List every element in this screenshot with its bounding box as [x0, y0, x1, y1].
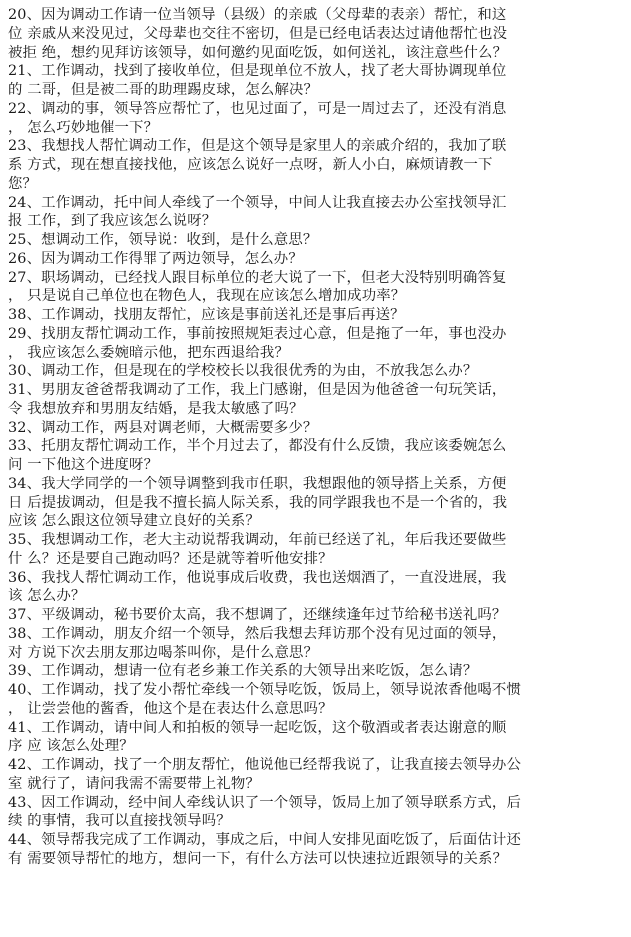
text-line: 应该 怎么跟这位领导建立良好的关系？	[8, 513, 260, 530]
text-line: 令 我想放弃和男朋友结婚，是我太敏感了吗？	[8, 400, 304, 417]
text-line: ， 只是说自己单位也在物色人，我现在应该怎么增加成功率？	[8, 288, 406, 305]
text-line: ， 我应该怎么委婉暗示他，把东西退给我？	[8, 344, 289, 361]
text-line: 33、托朋友帮忙调动工作，半个月过去了，都没有什么反馈，我应该委婉怎么	[8, 438, 507, 455]
text-line: 续 的事情，我可以直接找领导吗？	[8, 813, 231, 830]
text-line: 该 怎么办？	[8, 588, 86, 605]
text-line: 35、我想调动工作，老大主动说帮我调动，年前已经送了礼，年后我还要做些	[8, 532, 507, 548]
text-line: ， 怎么巧妙地催一下？	[8, 119, 159, 136]
text-line: 25、想调动工作，领导说：收到，是什么意思？	[8, 232, 318, 248]
text-line: 系 方式，现在想直接找他，应该怎么说好一点呀，新人小白，麻烦请教一下	[8, 157, 493, 173]
text-line: 位 亲戚从来没见过，父母辈也交往不密切，但是已经电话表达过请他帮忙也没	[8, 25, 508, 42]
text-line: 41、工作调动，请中间人和拍板的领导一起吃饭，这个敬酒或者表达谢意的顺	[8, 719, 507, 736]
text-line: 43、因工作调动，经中间人牵线认识了一个领导，饭局上加了领导联系方式，后	[8, 794, 521, 811]
text-line: 42、工作调动，找了一个朋友帮忙，他说他已经帮我说了，让我直接去领导办公	[8, 757, 521, 773]
text-line: 对 方说下次去朋友那边喝茶叫你，是什么意思？	[8, 644, 319, 661]
text-line: 有 需要领导帮忙的地方，想问一下，有什么方法可以快速拉近跟领导的关系？	[8, 850, 508, 867]
text-line: 39、工作调动，想请一位有老乡兼工作关系的大领导出来吃饭，怎么请？	[8, 663, 478, 680]
text-line: 问 一下他这个进度呀？	[8, 457, 159, 473]
text-line: 您？	[8, 175, 38, 192]
text-line: 38、工作调动，找朋友帮忙，应该是事前送礼还是事后再送？	[8, 307, 405, 323]
text-line: 序 应 该怎么处理？	[8, 738, 134, 755]
text-line: ， 让尝尝他的酱香，他这个是在表达什么意思吗？	[8, 700, 333, 717]
text-line: 44、领导帮我完成了工作调动，事成之后，中间人安排见面吃饭了，后面估计还	[8, 832, 521, 848]
text-line: 报 工作，到了我应该怎么说呀？	[8, 213, 217, 230]
text-line: 日 后提拔调动，但是我不擅长搞人际关系，我的同学跟我也不是一个省的，我	[8, 494, 508, 511]
document-text	[8, 6, 625, 869]
text-line: 31、男朋友爸爸帮我调动了工作，我上门感谢，但是因为他爸爸一句玩笑话，	[8, 382, 507, 398]
text-line: 40、工作调动，找了发小帮忙牵线一个领导吃饭，饭局上，领导说浓香他喝不惯	[8, 682, 521, 698]
text-line: 26、因为调动工作得罪了两边领导，怎么办？	[8, 250, 303, 267]
text-line: 21、工作调动，找到了接收单位，但是现单位不放人，找了老大哥协调现单位	[8, 63, 507, 80]
text-line: 室 就行了，请问我需不需要带上礼物？	[8, 775, 260, 792]
text-line: 被拒 绝，想约见拜访该领导，如何邀约见面吃饭，如何送礼，该注意些什么？	[8, 44, 508, 61]
text-line: 27、职场调动，已经找人跟目标单位的老大说了一下，但老大没特别明确答复	[8, 269, 507, 286]
text-line: 29、找朋友帮忙调动工作，事前按照规矩表过心意，但是拖了一年，事也没办	[8, 325, 507, 342]
text-line: 36、我找人帮忙调动工作，他说事成后收费，我也送烟酒了，一直没进展，我	[8, 569, 507, 586]
text-line: 的 二哥，但是被二哥的助理踢皮球，怎么解决？	[8, 82, 319, 98]
text-line: 22、调动的事，领导答应帮忙了，也见过面了，可是一周过去了，还没有消息	[8, 100, 507, 117]
text-line: 32、调动工作，两县对调老师，大概需要多少？	[8, 419, 318, 436]
text-line: 24、工作调动，托中间人牵线了一个领导，中间人让我直接去办公室找领导汇	[8, 194, 507, 211]
text-line: 什 么？还是要自己跑动吗？还是就等着听他安排？	[8, 550, 333, 567]
text-line: 37、平级调动，秘书要价太高，我不想调了，还继续逢年过节给秘书送礼吗？	[8, 607, 507, 623]
text-line: 30、调动工作，但是现在的学校校长以我很优秀的为由，不放我怎么办？	[8, 363, 478, 380]
text-line: 34、我大学同学的一个领导调整到我市任职，我想跟他的领导搭上关系，方便	[8, 475, 507, 492]
text-line: 38、工作调动，朋友介绍一个领导，然后我想去拜访那个没有见过面的领导，	[8, 625, 507, 642]
text-line: 20、因为调动工作请一位当领导（县级）的亲戚（父母辈的表亲）帮忙，和这	[8, 7, 507, 23]
text-line: 23、我想找人帮忙调动工作，但是这个领导是家里人的亲戚介绍的，我加了联	[8, 138, 507, 155]
